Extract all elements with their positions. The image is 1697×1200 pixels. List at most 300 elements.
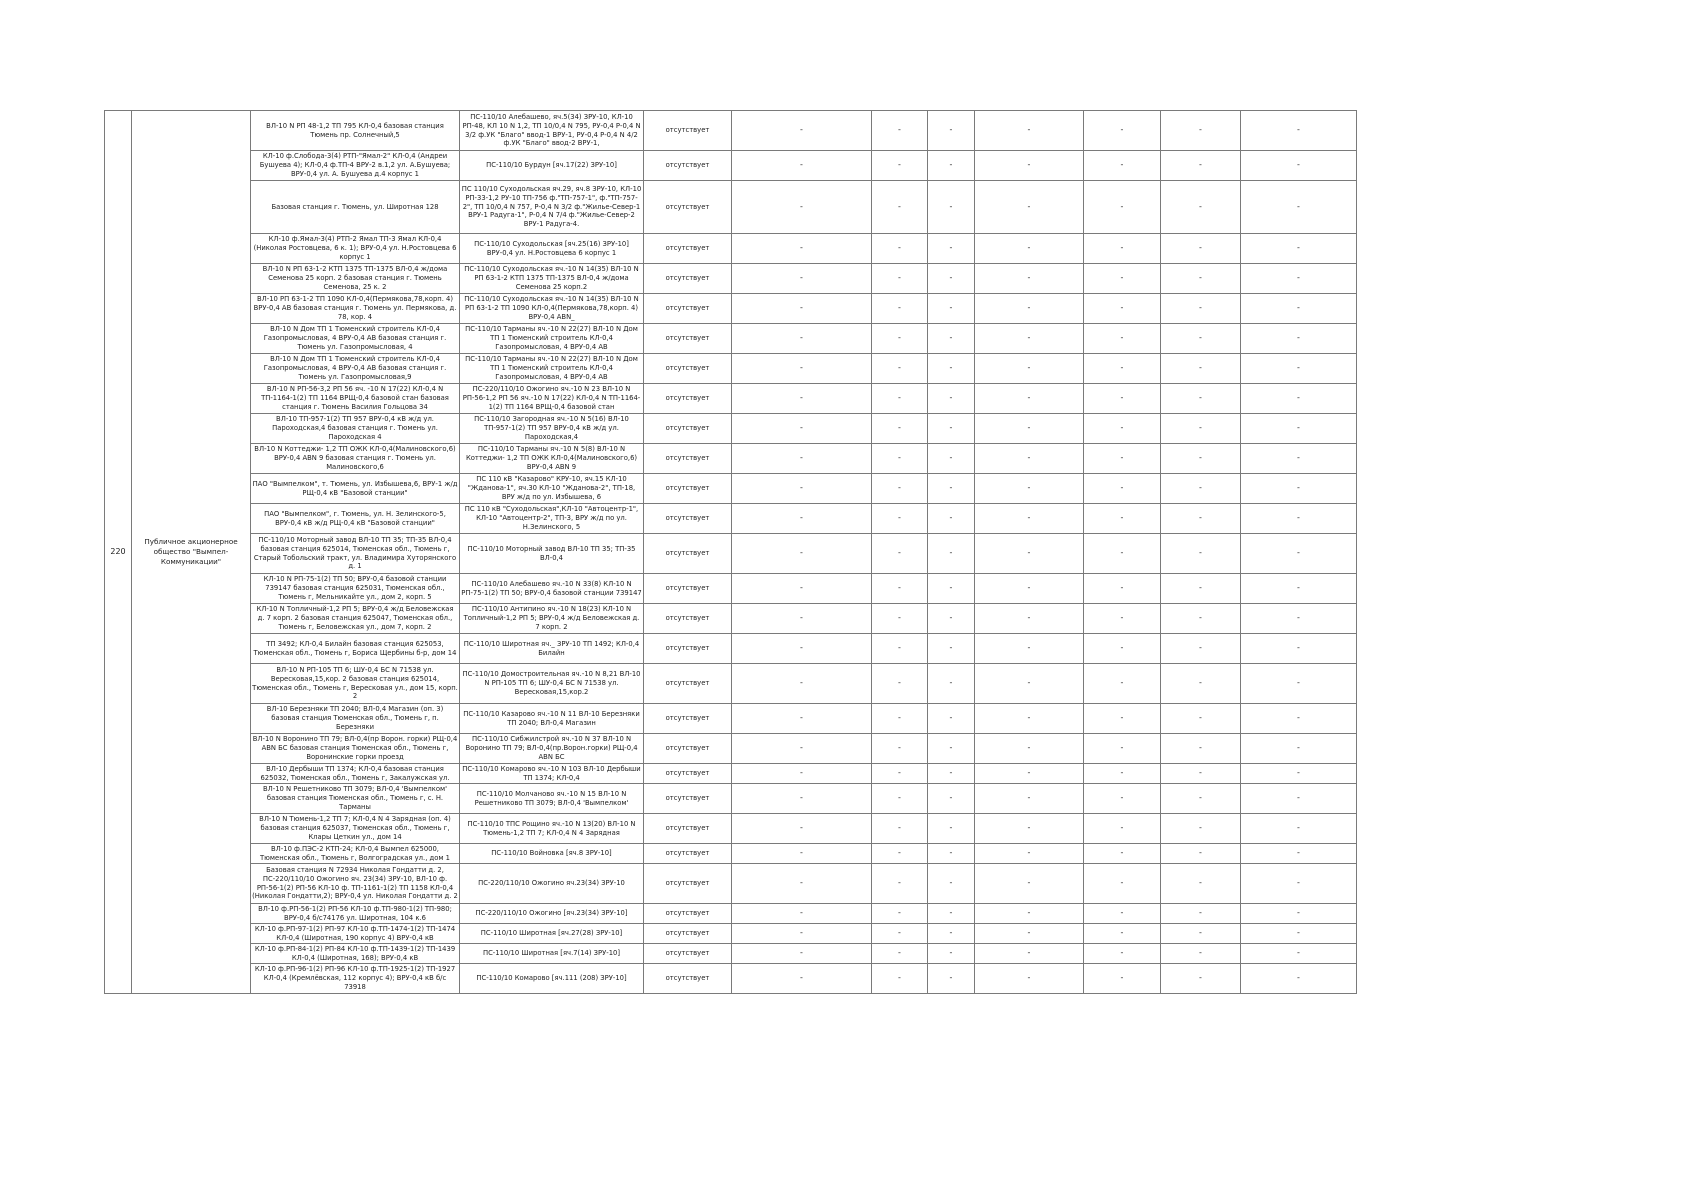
empty-value-cell: - [1161, 111, 1241, 151]
table-row [105, 504, 1357, 534]
empty-value-cell: - [975, 574, 1084, 604]
empty-value-cell: - [872, 734, 928, 764]
empty-value-cell: - [1241, 964, 1357, 994]
status-cell: отсутствует [644, 784, 732, 814]
empty-value-cell: - [732, 234, 872, 264]
supply-source: ПС-110/10 Комарово [яч.111 (208) ЗРУ-10] [460, 964, 644, 994]
empty-value-cell: - [928, 414, 975, 444]
empty-value-cell: - [1084, 574, 1161, 604]
empty-value-cell: - [928, 534, 975, 574]
empty-value-cell: - [1084, 354, 1161, 384]
empty-value-cell: - [928, 734, 975, 764]
empty-value-cell: - [872, 784, 928, 814]
empty-value-cell: - [872, 414, 928, 444]
table-row [105, 664, 1357, 704]
table-row [105, 704, 1357, 734]
connection-table [104, 110, 1357, 994]
empty-value-cell: - [928, 151, 975, 181]
empty-value-cell: - [928, 384, 975, 414]
status-cell: отсутствует [644, 534, 732, 574]
status-cell: отсутствует [644, 444, 732, 474]
status-cell: отсутствует [644, 234, 732, 264]
connected-object: ВЛ-10 N Дом ТП 1 Тюменский строитель КЛ-0,4 Газопромысловая, 4 ВРУ-0,4 АВ базовая станция г. Тюмень ул. Газопромысловая,9 [251, 354, 460, 384]
supply-source: ПС-110/10 ТПС Рощино яч.-10 N 13(20) ВЛ-10 N Тюмень-1,2 ТП 7; КЛ-0,4 N 4 Зарядная [460, 814, 644, 844]
empty-value-cell: - [1161, 814, 1241, 844]
empty-value-cell: - [975, 111, 1084, 151]
supply-source: ПС-110/10 Казарово яч.-10 N 11 ВЛ-10 Березняки ТП 2040; ВЛ-0,4 Магазин [460, 704, 644, 734]
empty-value-cell: - [1084, 234, 1161, 264]
empty-value-cell: - [1084, 414, 1161, 444]
empty-value-cell: - [1161, 384, 1241, 414]
status-cell: отсутствует [644, 111, 732, 151]
status-cell: отсутствует [644, 664, 732, 704]
empty-value-cell: - [928, 354, 975, 384]
empty-value-cell: - [732, 764, 872, 784]
empty-value-cell: - [872, 764, 928, 784]
connected-object: КЛ-10 ф.Ямал-3(4) РТП-2 Ямал ТП-3 Ямал КЛ-0,4 (Николая Ростовцева, 6 к. 1); ВРУ-0,4 ул. Н.Ростовцева 6 корпус 1 [251, 234, 460, 264]
status-cell: отсутствует [644, 814, 732, 844]
empty-value-cell: - [1241, 574, 1357, 604]
table-row [105, 264, 1357, 294]
empty-value-cell: - [732, 151, 872, 181]
empty-value-cell: - [872, 474, 928, 504]
table-row [105, 534, 1357, 574]
empty-value-cell: - [732, 324, 872, 354]
connected-object: ВЛ-10 N РП-105 ТП 6; ШУ-0,4 БС N 71538 ул. Вересковая,15,кор. 2 базовая станция 625014, Тюменская обл., Тюмень г, Вересковая ул., дом 15, корп. 2 [251, 664, 460, 704]
empty-value-cell: - [732, 444, 872, 474]
empty-value-cell: - [1161, 844, 1241, 864]
empty-value-cell: - [1161, 414, 1241, 444]
empty-value-cell: - [1241, 924, 1357, 944]
table-row [105, 964, 1357, 994]
connected-object: ПАО "Вымпелком", г. Тюмень, ул. Н. Зелинского-5, ВРУ-0,4 кВ ж/д РЩ-0,4 кВ "Базовой станции" [251, 504, 460, 534]
status-cell: отсутствует [644, 324, 732, 354]
empty-value-cell: - [975, 354, 1084, 384]
empty-value-cell: - [975, 294, 1084, 324]
supply-source: ПС 110/10 Суходольская яч.29, яч.8 ЗРУ-10, КЛ-10 РП-33-1,2 РУ-10 ТП-756 ф."ТП-757-1", ф."ТП-757-2", ТП 10/0,4 N 757, Р-0,4 N 3/2 ф."Жилье-Север-1 ВРУ-1 Радуга-1", Р-0,4 N 7/4 ф."Жилье-Север-2 ВРУ-1 Радуга-4. [460, 181, 644, 234]
empty-value-cell: - [975, 964, 1084, 994]
status-cell: отсутствует [644, 504, 732, 534]
empty-value-cell: - [1084, 384, 1161, 414]
connected-object: Базовая станция N 72934 Николая Гондатти д. 2, ПС-220/110/10 Ожогино яч. 23(34) ЗРУ-10, ВЛ-10 ф. РП-56-1(2) РП-56 КЛ-10 ф. ТП-1161-1(2) ТП 1158 КЛ-0,4 (Николая Гондатти,2); ВРУ-0,4 ул. Николая Гондатти д. 2 [251, 864, 460, 904]
empty-value-cell: - [1161, 704, 1241, 734]
table-row [105, 414, 1357, 444]
supply-source: ПС-110/10 Алебашево, яч.5(34) ЗРУ-10, КЛ-10 РП-48, КЛ 10 N 1,2, ТП 10/0,4 N 795, РУ-0,4 Р-0,4 N 3/2 ф.УК "Благо" ввод-1 ВРУ-1, РУ-0,4 Р-0,4 N 4/2 ф.УК "Благо" ввод-2 ВРУ-1, [460, 111, 644, 151]
empty-value-cell: - [1161, 784, 1241, 814]
empty-value-cell: - [1241, 534, 1357, 574]
connected-object: ВЛ-10 N РП-56-3,2 РП 56 яч. -10 N 17(22) КЛ-0,4 N ТП-1164-1(2) ТП 1164 ВРЩ-0,4 базовой стан базовая станция г. Тюмень Василия Гольцова 34 [251, 384, 460, 414]
supply-source: ПС-110/10 Молчаново яч.-10 N 15 ВЛ-10 N Решетниково ТП 3079; ВЛ-0,4 'Вымпелком' [460, 784, 644, 814]
empty-value-cell: - [872, 354, 928, 384]
empty-value-cell: - [1161, 574, 1241, 604]
empty-value-cell: - [975, 234, 1084, 264]
empty-value-cell: - [872, 604, 928, 634]
status-cell: отсутствует [644, 734, 732, 764]
empty-value-cell: - [732, 864, 872, 904]
connected-object: ВЛ-10 N РП 63-1-2 КТП 1375 ТП-1375 ВЛ-0,4 ж/дома Семенова 25 корп. 2 базовая станция г. Тюмень Семенова, 25 к. 2 [251, 264, 460, 294]
status-cell: отсутствует [644, 474, 732, 504]
empty-value-cell: - [1084, 534, 1161, 574]
empty-value-cell: - [732, 604, 872, 634]
empty-value-cell: - [1084, 111, 1161, 151]
empty-value-cell: - [1241, 784, 1357, 814]
supply-source: ПС-110/10 Суходольская [яч.25(16) ЗРУ-10] ВРУ-0,4 ул. Н.Ростовцева 6 корпус 1 [460, 234, 644, 264]
empty-value-cell: - [928, 964, 975, 994]
empty-value-cell: - [928, 264, 975, 294]
empty-value-cell: - [872, 234, 928, 264]
table-body [105, 111, 1357, 994]
empty-value-cell: - [1084, 504, 1161, 534]
supply-source: ПС-110/10 Тарманы яч.-10 N 22(27) ВЛ-10 N Дом ТП 1 Тюменский строитель КЛ-0,4 Газопромысловая, 4 ВРУ-0,4 АВ [460, 324, 644, 354]
empty-value-cell: - [1241, 734, 1357, 764]
table-row [105, 904, 1357, 924]
table-row [105, 814, 1357, 844]
empty-value-cell: - [872, 944, 928, 964]
supply-source: ПС-110/10 Сибжилстрой яч.-10 N 37 ВЛ-10 N Воронино ТП 79; ВЛ-0,4(пр.Ворон.горки) РЩ-0,4 АВN БС [460, 734, 644, 764]
empty-value-cell: - [1084, 604, 1161, 634]
connected-object: КЛ-10 N РП-75-1(2) ТП 50; ВРУ-0,4 базовой станции 739147 базовая станция 625031, Тюменская обл., Тюмень г, Мельникайте ул., дом 2, корп. 5 [251, 574, 460, 604]
empty-value-cell: - [1084, 764, 1161, 784]
connected-object: ВЛ-10 ф.РП-56-1(2) РП-56 КЛ-10 ф.ТП-980-1(2) ТП-980; ВРУ-0,4 б/с74176 ул. Широтная, 104 к.6 [251, 904, 460, 924]
empty-value-cell: - [732, 944, 872, 964]
empty-value-cell: - [928, 664, 975, 704]
empty-value-cell: - [872, 384, 928, 414]
status-cell: отсутствует [644, 574, 732, 604]
empty-value-cell: - [732, 111, 872, 151]
empty-value-cell: - [928, 924, 975, 944]
empty-value-cell: - [928, 474, 975, 504]
connected-object: КЛ-10 ф.РП-96-1(2) РП-96 КЛ-10 ф.ТП-1925-1(2) ТП-1927 КЛ-0,4 (Кремлёвская, 112 корпус 4); ВРУ-0,4 кВ б/с 73918 [251, 964, 460, 994]
empty-value-cell: - [1084, 924, 1161, 944]
empty-value-cell: - [1161, 664, 1241, 704]
empty-value-cell: - [732, 924, 872, 944]
empty-value-cell: - [872, 814, 928, 844]
table-row [105, 784, 1357, 814]
empty-value-cell: - [872, 111, 928, 151]
supply-source: ПС-110/10 Алебашево яч.-10 N 33(8) КЛ-10 N РП-75-1(2) ТП 50; ВРУ-0,4 базовой станции 739147 [460, 574, 644, 604]
connected-object: ТП 3492; КЛ-0,4 Билайн базовая станция 625053, Тюменская обл., Тюмень г, Бориса Щербины б-р, дом 14 [251, 634, 460, 664]
empty-value-cell: - [928, 904, 975, 924]
status-cell: отсутствует [644, 264, 732, 294]
empty-value-cell: - [1161, 904, 1241, 924]
empty-value-cell: - [732, 354, 872, 384]
empty-value-cell: - [975, 414, 1084, 444]
table-row [105, 864, 1357, 904]
empty-value-cell: - [872, 904, 928, 924]
connected-object: Базовая станция г. Тюмень, ул. Широтная 128 [251, 181, 460, 234]
empty-value-cell: - [1241, 664, 1357, 704]
empty-value-cell: - [975, 444, 1084, 474]
empty-value-cell: - [732, 904, 872, 924]
status-cell: отсутствует [644, 764, 732, 784]
status-cell: отсутствует [644, 151, 732, 181]
empty-value-cell: - [1084, 864, 1161, 904]
supply-source: ПС 110 кВ "Суходольская",КЛ-10 "Автоцентр-1", КЛ-10 "Автоцентр-2", ТП-3, ВРУ ж/д по ул. Н.Зелинского, 5 [460, 504, 644, 534]
empty-value-cell: - [975, 944, 1084, 964]
empty-value-cell: - [1161, 264, 1241, 294]
empty-value-cell: - [872, 664, 928, 704]
supply-source: ПС-110/10 Бурдун [яч.17(22) ЗРУ-10] [460, 151, 644, 181]
empty-value-cell: - [1241, 864, 1357, 904]
connected-object: ПС-110/10 Моторный завод ВЛ-10 ТП 35; ТП-35 ВЛ-0,4 базовая станция 625014, Тюменская обл., Тюмень г, Старый Тобольский тракт, ул. Владимира Хуторянского д. 1 [251, 534, 460, 574]
table-row [105, 734, 1357, 764]
empty-value-cell: - [975, 864, 1084, 904]
empty-value-cell: - [1241, 764, 1357, 784]
empty-value-cell: - [732, 634, 872, 664]
empty-value-cell: - [975, 734, 1084, 764]
empty-value-cell: - [1161, 181, 1241, 234]
empty-value-cell: - [975, 604, 1084, 634]
status-cell: отсутствует [644, 864, 732, 904]
empty-value-cell: - [928, 111, 975, 151]
connected-object: КЛ-10 ф.РП-97-1(2) РП-97 КЛ-10 ф.ТП-1474-1(2) ТП-1474 КЛ-0,4 (Широтная, 190 корпус 4) ВРУ-0,4 кВ [251, 924, 460, 944]
supply-source: ПС-110/10 Моторный завод ВЛ-10 ТП 35; ТП-35 ВЛ-0,4 [460, 534, 644, 574]
empty-value-cell: - [1241, 604, 1357, 634]
empty-value-cell: - [732, 814, 872, 844]
empty-value-cell: - [872, 264, 928, 294]
empty-value-cell: - [1241, 474, 1357, 504]
table-row [105, 574, 1357, 604]
empty-value-cell: - [1241, 264, 1357, 294]
empty-value-cell: - [975, 844, 1084, 864]
empty-value-cell: - [1084, 904, 1161, 924]
supply-source: ПС-110/10 Тарманы яч.-10 N 5(8) ВЛ-10 N Коттеджи- 1,2 ТП ОЖК КЛ-0,4(Малиновского,6) ВРУ-0,4 АВN 9 [460, 444, 644, 474]
empty-value-cell: - [928, 324, 975, 354]
status-cell: отсутствует [644, 414, 732, 444]
empty-value-cell: - [732, 474, 872, 504]
empty-value-cell: - [1084, 444, 1161, 474]
empty-value-cell: - [732, 414, 872, 444]
empty-value-cell: - [928, 704, 975, 734]
empty-value-cell: - [1241, 151, 1357, 181]
empty-value-cell: - [872, 151, 928, 181]
connected-object: ПАО "Вымпелком", т. Тюмень, ул. Избышева,6, ВРУ-1 ж/д РЩ-0,4 кВ "Базовой станции" [251, 474, 460, 504]
empty-value-cell: - [975, 181, 1084, 234]
empty-value-cell: - [1161, 734, 1241, 764]
connected-object: КЛ-10 ф.Слобода-3(4) РТП-"Ямал-2" КЛ-0,4 (Андреи Бушуева 4); КЛ-0,4 ф.ТП-4 ВРУ-2 в.1,2 ул. А.Бушуева; ВРУ-0,4 ул. А. Бушуева д.4 корпус 1 [251, 151, 460, 181]
supply-source: ПС-220/110/10 Ожогино яч.-10 N 23 ВЛ-10 N РП-56-1,2 РП 56 яч.-10 N 17(22) КЛ-0,4 N ТП-1164-1(2) ТП 1164 ВРЩ-0,4 базовой стан [460, 384, 644, 414]
empty-value-cell: - [732, 844, 872, 864]
status-cell: отсутствует [644, 924, 732, 944]
empty-value-cell: - [872, 574, 928, 604]
empty-value-cell: - [975, 704, 1084, 734]
table-row [105, 604, 1357, 634]
supply-source: ПС-110/10 Загородная яч.-10 N 5(16) ВЛ-10 ТП-957-1(2) ТП 957 ВРУ-0,4 кВ ж/д ул. Пароходская,4 [460, 414, 644, 444]
empty-value-cell: - [928, 944, 975, 964]
empty-value-cell: - [928, 504, 975, 534]
empty-value-cell: - [975, 904, 1084, 924]
empty-value-cell: - [732, 784, 872, 814]
empty-value-cell: - [732, 704, 872, 734]
connected-object: ВЛ-10 N Коттеджи- 1,2 ТП ОЖК КЛ-0,4(Малиновского,6) ВРУ-0,4 АВN 9 базовая станция г. Тюмень ул. Малиновского,6 [251, 444, 460, 474]
empty-value-cell: - [732, 384, 872, 414]
empty-value-cell: - [1084, 814, 1161, 844]
supply-source: ПС-110/10 Комарово яч.-10 N 103 ВЛ-10 Дербыши ТП 1374; КЛ-0,4 [460, 764, 644, 784]
organization-name: Публичное акционерное общество "Вымпел-Коммуникации" [132, 111, 251, 994]
empty-value-cell: - [872, 294, 928, 324]
empty-value-cell: - [1084, 844, 1161, 864]
empty-value-cell: - [1084, 664, 1161, 704]
status-cell: отсутствует [644, 704, 732, 734]
table-row [105, 474, 1357, 504]
empty-value-cell: - [928, 764, 975, 784]
empty-value-cell: - [732, 181, 872, 234]
empty-value-cell: - [928, 634, 975, 664]
supply-source: ПС-110/10 Войновка [яч.8 ЗРУ-10] [460, 844, 644, 864]
supply-source: ПС-110/10 Широтная яч._ ЗРУ-10 ТП 1492; КЛ-0,4 Билайн [460, 634, 644, 664]
empty-value-cell: - [1084, 294, 1161, 324]
empty-value-cell: - [1241, 904, 1357, 924]
empty-value-cell: - [1084, 634, 1161, 664]
empty-value-cell: - [928, 181, 975, 234]
empty-value-cell: - [1084, 264, 1161, 294]
empty-value-cell: - [975, 384, 1084, 414]
empty-value-cell: - [975, 634, 1084, 664]
connected-object: КЛ-10 N Топличный-1,2 РП 5; ВРУ-0,4 ж/д Беловежская д. 7 корп. 2 базовая станция 625047, Тюменская обл., Тюмень г, Беловежская ул., дом 7, корп. 2 [251, 604, 460, 634]
empty-value-cell: - [975, 504, 1084, 534]
empty-value-cell: - [975, 151, 1084, 181]
empty-value-cell: - [1084, 734, 1161, 764]
connected-object: ВЛ-10 Березняки ТП 2040; ВЛ-0,4 Магазин (оп. 3) базовая станция Тюменская обл., Тюмень г, п. Березняки [251, 704, 460, 734]
connected-object: ВЛ-10 N РП 48-1,2 ТП 795 КЛ-0,4 базовая станция Тюмень пр. Солнечный,5 [251, 111, 460, 151]
empty-value-cell: - [1084, 324, 1161, 354]
table-row [105, 944, 1357, 964]
empty-value-cell: - [872, 504, 928, 534]
empty-value-cell: - [1084, 944, 1161, 964]
table-row [105, 384, 1357, 414]
connected-object: ВЛ-10 N Тюмень-1,2 ТП 7; КЛ-0,4 N 4 Зарядная (оп. 4) базовая станция 625037, Тюменская обл., Тюмень г, Клары Цеткин ул., дом 14 [251, 814, 460, 844]
empty-value-cell: - [1161, 354, 1241, 384]
status-cell: отсутствует [644, 844, 732, 864]
empty-value-cell: - [732, 734, 872, 764]
empty-value-cell: - [975, 764, 1084, 784]
table-row [105, 634, 1357, 664]
empty-value-cell: - [1161, 944, 1241, 964]
empty-value-cell: - [928, 814, 975, 844]
empty-value-cell: - [732, 664, 872, 704]
empty-value-cell: - [928, 784, 975, 814]
empty-value-cell: - [1161, 444, 1241, 474]
table-row [105, 354, 1357, 384]
empty-value-cell: - [1084, 151, 1161, 181]
status-cell: отсутствует [644, 384, 732, 414]
empty-value-cell: - [1241, 634, 1357, 664]
empty-value-cell: - [975, 664, 1084, 704]
empty-value-cell: - [1161, 534, 1241, 574]
table-row [105, 924, 1357, 944]
status-cell: отсутствует [644, 634, 732, 664]
empty-value-cell: - [1241, 324, 1357, 354]
table-row [105, 324, 1357, 354]
table-row [105, 181, 1357, 234]
empty-value-cell: - [1241, 354, 1357, 384]
empty-value-cell: - [1241, 414, 1357, 444]
empty-value-cell: - [928, 864, 975, 904]
status-cell: отсутствует [644, 964, 732, 994]
empty-value-cell: - [975, 264, 1084, 294]
empty-value-cell: - [1241, 844, 1357, 864]
empty-value-cell: - [975, 924, 1084, 944]
empty-value-cell: - [1241, 181, 1357, 234]
empty-value-cell: - [872, 444, 928, 474]
empty-value-cell: - [1161, 604, 1241, 634]
empty-value-cell: - [975, 784, 1084, 814]
empty-value-cell: - [1161, 151, 1241, 181]
empty-value-cell: - [1084, 784, 1161, 814]
table-row [105, 844, 1357, 864]
empty-value-cell: - [872, 181, 928, 234]
supply-source: ПС-110/10 Широтная [яч.27(28) ЗРУ-10] [460, 924, 644, 944]
empty-value-cell: - [732, 504, 872, 534]
connected-object: ВЛ-10 Дербыши ТП 1374; КЛ-0,4 базовая станция 625032, Тюменская обл., Тюмень г, Закалужская ул. [251, 764, 460, 784]
empty-value-cell: - [1161, 924, 1241, 944]
empty-value-cell: - [1161, 474, 1241, 504]
supply-source: ПС-110/10 Домостроительная яч.-10 N 8,21 ВЛ-10 N РП-105 ТП 6; ШУ-0,4 БС N 71538 ул. Вересковая,15,кор.2 [460, 664, 644, 704]
empty-value-cell: - [1241, 384, 1357, 414]
table-row [105, 294, 1357, 324]
supply-source: ПС-110/10 Антипино яч.-10 N 18(23) КЛ-10 N Топличный-1,2 РП 5; ВРУ-0,4 ж/д Беловежская д. 7 корп. 2 [460, 604, 644, 634]
status-cell: отсутствует [644, 944, 732, 964]
empty-value-cell: - [1084, 964, 1161, 994]
empty-value-cell: - [732, 534, 872, 574]
supply-source: ПС-220/110/10 Ожогино [яч.23(34) ЗРУ-10] [460, 904, 644, 924]
empty-value-cell: - [928, 294, 975, 324]
connected-object: ВЛ-10 ф.ПЭС-2 КТП-24; КЛ-0,4 Вымпел 625000, Тюменская обл., Тюмень г, Волгоградская ул., дом 1 [251, 844, 460, 864]
status-cell: отсутствует [644, 604, 732, 634]
empty-value-cell: - [1161, 504, 1241, 534]
empty-value-cell: - [1241, 814, 1357, 844]
supply-source: ПС-220/110/10 Ожогино яч.23(34) ЗРУ-10 [460, 864, 644, 904]
empty-value-cell: - [928, 444, 975, 474]
table-row [105, 444, 1357, 474]
empty-value-cell: - [732, 964, 872, 994]
supply-source: ПС-110/10 Суходольская яч.-10 N 14(35) ВЛ-10 N РП 63-1-2 ТП 1090 КЛ-0,4(Пермякова,78,корп. 4) ВРУ-0,4 АВN_ [460, 294, 644, 324]
supply-source: ПС 110 кВ "Казарово" КРУ-10, яч.15 КЛ-10 "Жданова-1", яч.30 КЛ-10 "Жданова-2", ТП-18, ВРУ ж/д по ул. Избышева, 6 [460, 474, 644, 504]
empty-value-cell: - [928, 844, 975, 864]
empty-value-cell: - [1241, 234, 1357, 264]
empty-value-cell: - [1161, 864, 1241, 904]
empty-value-cell: - [872, 964, 928, 994]
empty-value-cell: - [872, 634, 928, 664]
empty-value-cell: - [975, 814, 1084, 844]
empty-value-cell: - [872, 324, 928, 354]
empty-value-cell: - [1161, 764, 1241, 784]
supply-source: ПС-110/10 Широтная [яч.7(14) ЗРУ-10] [460, 944, 644, 964]
empty-value-cell: - [1241, 504, 1357, 534]
status-cell: отсутствует [644, 354, 732, 384]
empty-value-cell: - [872, 844, 928, 864]
table-row [105, 151, 1357, 181]
supply-source: ПС-110/10 Тарманы яч.-10 N 22(27) ВЛ-10 N Дом ТП 1 Тюменский строитель КЛ-0,4 Газопромысловая, 4 ВРУ-0,4 АВ [460, 354, 644, 384]
supply-source: ПС-110/10 Суходольская яч.-10 N 14(35) ВЛ-10 N РП 63-1-2 КТП 1375 ТП-1375 ВЛ-0,4 ж/дома Семенова 25 корп.2 [460, 264, 644, 294]
status-cell: отсутствует [644, 181, 732, 234]
empty-value-cell: - [732, 264, 872, 294]
empty-value-cell: - [1084, 181, 1161, 234]
empty-value-cell: - [1241, 944, 1357, 964]
empty-value-cell: - [975, 474, 1084, 504]
empty-value-cell: - [1161, 964, 1241, 994]
connected-object: КЛ-10 ф.РП-84-1(2) РП-84 КЛ-10 ф.ТП-1439-1(2) ТП-1439 КЛ-0,4 (Широтная, 168); ВРУ-0,4 кВ [251, 944, 460, 964]
empty-value-cell: - [1241, 294, 1357, 324]
empty-value-cell: - [1161, 234, 1241, 264]
status-cell: отсутствует [644, 294, 732, 324]
table-row [105, 764, 1357, 784]
record-number: 220 [105, 111, 132, 994]
table-row [105, 111, 1357, 151]
empty-value-cell: - [1084, 474, 1161, 504]
connected-object: ВЛ-10 РП 63-1-2 ТП 1090 КЛ-0,4(Пермякова,78,корп. 4) ВРУ-0,4 АВ базовая станция г. Тюмень ул. Пермякова, д. 78, кор. 4 [251, 294, 460, 324]
empty-value-cell: - [1241, 444, 1357, 474]
